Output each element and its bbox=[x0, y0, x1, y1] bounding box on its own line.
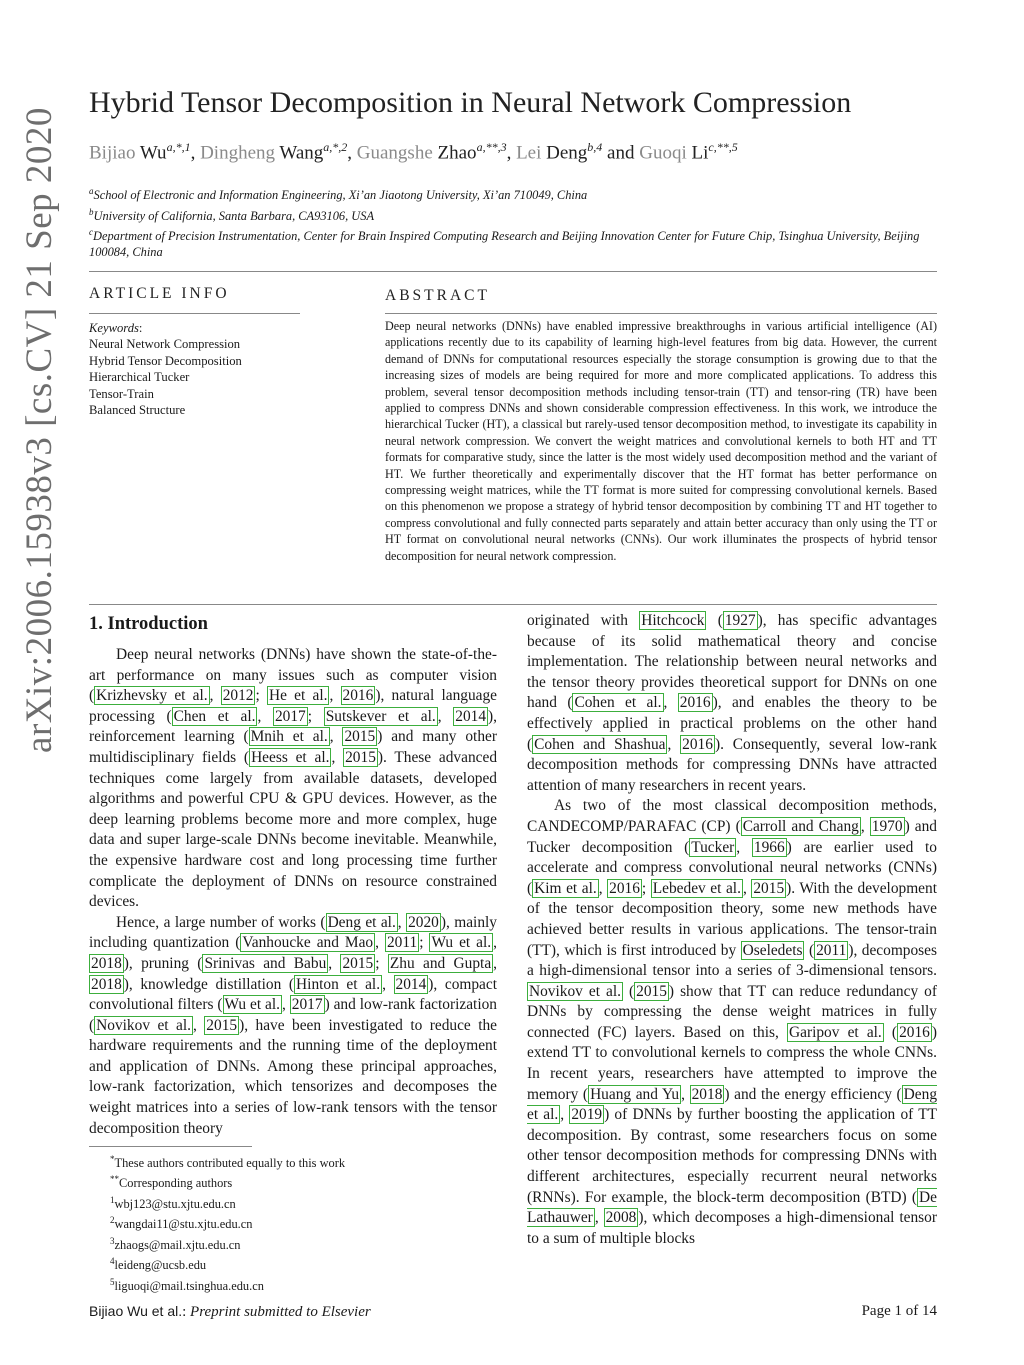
body-divider bbox=[89, 604, 937, 605]
citation-link[interactable]: 1970 bbox=[871, 817, 903, 835]
author-given-name: Guangshe bbox=[356, 142, 433, 164]
author-family-name: Li bbox=[691, 142, 709, 164]
author-family-name: Wang bbox=[279, 142, 324, 164]
citation-link[interactable]: 2018 bbox=[691, 1085, 723, 1103]
author-given-name: Guoqi bbox=[639, 142, 687, 164]
citation-link[interactable]: 2015 bbox=[344, 728, 376, 746]
citation-link[interactable]: 2016 bbox=[342, 687, 374, 705]
author-marks: a,*,2 bbox=[323, 140, 348, 154]
footnote-mark: 5 bbox=[110, 1276, 115, 1287]
author-given-name: Dingheng bbox=[200, 142, 275, 164]
citation-link[interactable]: Garipov et al. bbox=[789, 1023, 882, 1041]
citation-link[interactable]: Hinton et al. bbox=[296, 975, 381, 993]
citation-link[interactable]: 2016 bbox=[679, 694, 711, 712]
keyword-item: Hybrid Tensor Decomposition bbox=[89, 353, 242, 368]
citation-link[interactable]: Kim et al. bbox=[534, 879, 597, 897]
author-separator: and bbox=[602, 142, 640, 164]
affiliation-text: University of California, Santa Barbara, CA93106, USA bbox=[93, 209, 375, 224]
page-number: Page 1 of 14 bbox=[861, 1303, 937, 1319]
footnote-mark: 2 bbox=[110, 1215, 115, 1226]
footnote-text: wangdai11@stu.xjtu.edu.cn bbox=[114, 1217, 253, 1232]
footnote-mark: * bbox=[110, 1154, 115, 1164]
citation-link[interactable]: 2018 bbox=[91, 975, 122, 993]
author-marks: a,*,1 bbox=[166, 140, 191, 154]
body-paragraph: Hence, a large number of works ( Deng et al. , 2020 ), mainly including quantization ( Vanhoucke and Mao , 2011 ; Wu et al. , 2018 ), pruning ( Srinivas and Babu , 2015 ; Zhu and Gupta , 2018 ), knowledge distillation ( Hinton et al. , 2014 ), compact convolutional filters ( Wu et al. , 2017 ) and low-rank factorization ( Novikov et al. , 2015 ), have been investigated to reduce the hardware requirements and the running time of the deployment and application of DNNs. Among these principal approaches, low-rank factorization, which tensorizes and decomposes the weight matrices into a series of low-rank tensors with the tensor decomposition theory bbox=[89, 913, 498, 1137]
citation-link[interactable]: 2011 bbox=[816, 941, 847, 959]
citation-link[interactable]: 2017 bbox=[274, 707, 306, 725]
author-family-name: Wu bbox=[139, 142, 167, 164]
affiliation-a bbox=[89, 183, 939, 203]
author-separator: , bbox=[190, 142, 201, 164]
author-separator: , bbox=[347, 142, 357, 164]
citation-link[interactable]: Novikov et al. bbox=[529, 982, 621, 1000]
arxiv-identifier-stamp: arXiv:2006.15938v3 [cs.CV] 21 Sep 2020 bbox=[19, 107, 60, 753]
citation-link[interactable]: Oseledets bbox=[742, 941, 803, 959]
author-marks: b,4 bbox=[587, 140, 603, 154]
article-info-divider bbox=[89, 313, 300, 314]
citation-link[interactable]: 2012 bbox=[222, 687, 254, 705]
footnote bbox=[110, 1212, 345, 1232]
keywords-label-line: Keywords: bbox=[89, 321, 143, 335]
footnote-mark: 1 bbox=[110, 1194, 115, 1205]
citation-link[interactable]: 2014 bbox=[395, 975, 427, 993]
citation-link[interactable]: Hitchcock bbox=[641, 612, 705, 629]
author-marks: c,**,5 bbox=[708, 140, 738, 154]
citation-link[interactable]: Cohen et al. bbox=[574, 694, 662, 712]
citation-link[interactable]: Zhu and Gupta bbox=[389, 954, 492, 972]
footnote-mark: 3 bbox=[110, 1235, 115, 1246]
body-paragraph: originated with Hitchcock ( 1927 ), has specific advantages because of its solid mathematical theory and concise implementation. The relationship between neural networks and the tensor theory provides theoretical support for DNNs on one hand ( Cohen et al. , 2016 ), and enables the theory to be effectively applied in practical problems on the other hand ( Cohen and Shashua , 2016 ). Consequently, several low-rank decomposition methods for compressing DNNs have attracted attention of many researchers in recent years. bbox=[527, 612, 937, 794]
footnote bbox=[110, 1171, 345, 1191]
abstract-divider bbox=[385, 313, 937, 314]
citation-link[interactable]: Srinivas and Babu bbox=[204, 954, 327, 972]
keywords-label: Keywords bbox=[89, 321, 139, 335]
affiliation-text: Department of Precision Instrumentation, Center for Brain Inspired Computing Research and Beijing Innovation Center for Future Chip, Tsinghua University, Beijing 100084, China bbox=[89, 229, 920, 260]
footnote bbox=[110, 1274, 345, 1294]
author-family-name: Zhao bbox=[437, 142, 477, 164]
article-info-heading: ARTICLE INFO bbox=[89, 285, 230, 302]
footnote-mark: 4 bbox=[110, 1256, 115, 1267]
keyword-item: Hierarchical Tucker bbox=[89, 370, 190, 385]
citation-link[interactable]: He et al. bbox=[268, 687, 328, 705]
citation-link[interactable]: Deng et al. bbox=[327, 913, 396, 931]
section-heading-introduction: 1. Introduction bbox=[89, 614, 208, 634]
keyword-item: Balanced Structure bbox=[89, 403, 186, 418]
citation-link[interactable]: 2015 bbox=[342, 954, 374, 972]
affiliation-b bbox=[89, 204, 939, 224]
footnote-divider bbox=[89, 1146, 252, 1147]
citation-link[interactable]: 2016 bbox=[899, 1023, 930, 1041]
footnote-text: liguoqi@mail.tsinghua.edu.cn bbox=[114, 1278, 264, 1293]
abstract-text: Deep neural networks (DNNs) have enabled impressive breakthroughs in various artificial intelligence (AI) applications recently due to its capability of learning high-level features from big data. However, the current demand of DNNs for computational resources especially the storage consumption is growing due to that the increasing sizes of models are being required for more and more complicated applications. To address this problem, several tensor decomposition methods including tensor-train (TT) and tensor-ring (TR) have been applied to compress DNNs and shown considerable compression effectiveness. In this work, we introduce the hierarchical Tucker (HT), a classical but rarely-used tensor decomposition method, to investigate its capability in neural network compression. We convert the weight matrices and convolutional kernels to both HT and TT formats for comparative study, since the latter is the most widely used decomposition method and the variant of HT. We further theoretically and experimentally discover that the HT format has better performance on compressing weight matrices, while the TT format is more suited for compressing convolutional kernels. Based on this phenomenon we propose a strategy of hybrid tensor decomposition by combining TT and HT together to compress convolutional and fully connected parts separately and attain better accuracy than only using the TT or HT format on convolutional neural networks (CNNs). Our work illuminates the prospects of hybrid tensor decomposition for neural network compression. bbox=[385, 319, 937, 563]
citation-link[interactable]: 2020 bbox=[408, 913, 439, 931]
footer-venue: Preprint submitted to Elsevier bbox=[190, 1304, 371, 1320]
footnote bbox=[110, 1253, 345, 1273]
citation-link[interactable]: Mnih et al. bbox=[250, 728, 328, 746]
citation-link[interactable]: 2015 bbox=[753, 879, 785, 897]
footnote bbox=[110, 1192, 345, 1212]
footnote-text: leideng@ucsb.edu bbox=[114, 1258, 207, 1273]
header-divider bbox=[89, 271, 937, 272]
footer-left bbox=[89, 1303, 371, 1321]
author-family-name: Deng bbox=[546, 142, 588, 164]
footnote-text: These authors contributed equally to this work bbox=[114, 1156, 346, 1171]
citation-link[interactable]: Wu et al. bbox=[431, 934, 492, 952]
citation-link[interactable]: Tucker bbox=[691, 838, 735, 856]
citation-link[interactable]: 2016 bbox=[609, 879, 640, 897]
author-given-name: Bijiao bbox=[89, 142, 136, 164]
affiliation-c bbox=[89, 224, 939, 260]
footnote-text: Corresponding authors bbox=[119, 1176, 233, 1191]
citation-link[interactable]: 2018 bbox=[91, 954, 122, 972]
citation-link[interactable]: 2019 bbox=[571, 1106, 603, 1124]
citation-link[interactable]: Heess et al. bbox=[251, 748, 330, 766]
author-list bbox=[89, 140, 738, 164]
citation-link[interactable]: Wu et al. bbox=[224, 996, 281, 1014]
citation-link[interactable]: Cohen and Shashua bbox=[534, 735, 666, 753]
citation-link[interactable]: 2008 bbox=[605, 1209, 637, 1227]
citation-link[interactable]: 1927 bbox=[724, 612, 756, 629]
body-paragraph: As two of the most classical decomposition methods, CANDECOMP/PARAFAC (CP) ( Carroll and Chang , 1970 ) and Tucker decomposition ( Tucker , 1966 ) are earlier used to accelerate and compress convolutional neural networks (CNNs) ( Kim et al. , 2016 ; Lebedev et al. , 2015 ). With the development of the tensor decomposition theory, some new methods have achieved better results in various applications. The tensor-train (TT), which is first introduced by Oseledets ( 2011 ), decomposes a high-dimensional tensor into a series of 3-dimensional tensors. Novikov et al. ( 2015 ) show that TT can reduce redundancy of DNNs by compressing the dense weight matrices in fully connected (FC) layers. Based on this, Garipov et al. ( 2016 ) extend TT to convolutional kernels to compress the whole CNNs. In recent years, researchers have attempted to improve the memory ( Huang and Yu , 2018 ) and the energy efficiency ( Deng et al. , 2019 ) of DNNs by further boosting the application of TT decomposition. By contrast, some researchers focus on some other tensor decomposition methods for compressing DNNs with different architectures, especially recurrent neural networks (RNNs). For example, the block-term decomposition (BTD) ( De Lathauwer , 2008 ), which decomposes a high-dimensional tensor to a sum of multiple blocks bbox=[527, 797, 938, 1247]
author-separator: , bbox=[506, 142, 517, 164]
citation-link[interactable]: 2015 bbox=[206, 1016, 238, 1034]
abstract-heading: ABSTRACT bbox=[385, 287, 490, 304]
intro-right-column bbox=[527, 611, 937, 1249]
citation-link[interactable]: Deng et al. bbox=[527, 1085, 938, 1124]
affiliation-mark: b bbox=[89, 207, 94, 217]
intro-left-column bbox=[89, 645, 497, 1139]
keywords-block bbox=[89, 320, 242, 418]
citation-link[interactable]: Huang and Yu bbox=[590, 1085, 680, 1103]
keyword-item: Neural Network Compression bbox=[89, 337, 241, 352]
footnote-text: zhaogs@mail.xjtu.edu.cn bbox=[114, 1237, 241, 1252]
footnote-mark: ** bbox=[110, 1174, 119, 1185]
citation-link[interactable]: Lebedev et al. bbox=[652, 879, 741, 897]
citation-link[interactable]: Sutskever et al. bbox=[325, 707, 436, 725]
citation-link[interactable]: De Lathauwer bbox=[527, 1188, 937, 1227]
citation-link[interactable]: Novikov et al. bbox=[96, 1016, 191, 1034]
affiliation-mark: c bbox=[89, 227, 93, 237]
body-paragraph: Deep neural networks (DNNs) have shown the state-of-the-art performance on many issues such as computer vision ( Krizhevsky et al. , 2012 ; He et al. , 2016 ), natural language processing ( Chen et al. , 2017 ; Sutskever et al. , 2014 ), reinforcement learning ( Mnih et al. , 2015 ) and many other multidisciplinary fields ( Heess et al. , 2015 ). These advanced techniques come largely from available datasets, developed algorithms and powerful CPU & GPU devices. However, as the deep learning problems become more and more complex, huge data and super large-scale DNNs become inevitable. Meanwhile, the expensive hardware cost and long processing time further complicate the deployment of DNNs on resource constrained devices. bbox=[89, 646, 498, 911]
keyword-item: Tensor-Train bbox=[89, 386, 154, 401]
citation-link[interactable]: Vanhoucke and Mao bbox=[242, 934, 374, 952]
footer-author: Bijiao Wu et al. bbox=[89, 1303, 183, 1319]
citation-link[interactable]: 2011 bbox=[386, 934, 418, 952]
footnote bbox=[110, 1151, 345, 1171]
author-marks: a,**,3 bbox=[476, 140, 507, 154]
affiliation-text: School of Electronic and Information Engineering, Xi’an Jiaotong University, Xi’an 710049, China bbox=[93, 188, 588, 203]
affiliation-mark: a bbox=[89, 186, 94, 196]
citation-link[interactable]: Chen et al. bbox=[173, 707, 256, 725]
footnote-text: wbj123@stu.xjtu.edu.cn bbox=[114, 1196, 236, 1211]
citation-link[interactable]: 2016 bbox=[682, 735, 713, 753]
paper-title: Hybrid Tensor Decomposition in Neural Network Compression bbox=[89, 86, 852, 119]
citation-link[interactable]: 2014 bbox=[455, 707, 487, 725]
citation-link[interactable]: 2017 bbox=[291, 996, 323, 1014]
citation-link[interactable]: Krizhevsky et al. bbox=[96, 687, 208, 705]
citation-link[interactable]: Carroll and Chang bbox=[742, 817, 859, 835]
footnote bbox=[110, 1233, 345, 1253]
citation-link[interactable]: 2015 bbox=[345, 748, 376, 766]
author-given-name: Lei bbox=[516, 142, 542, 164]
citation-link[interactable]: 2015 bbox=[636, 982, 667, 1000]
footer-separator: : bbox=[182, 1304, 191, 1320]
citation-link[interactable]: 1966 bbox=[753, 838, 785, 856]
footnotes bbox=[110, 1151, 345, 1294]
